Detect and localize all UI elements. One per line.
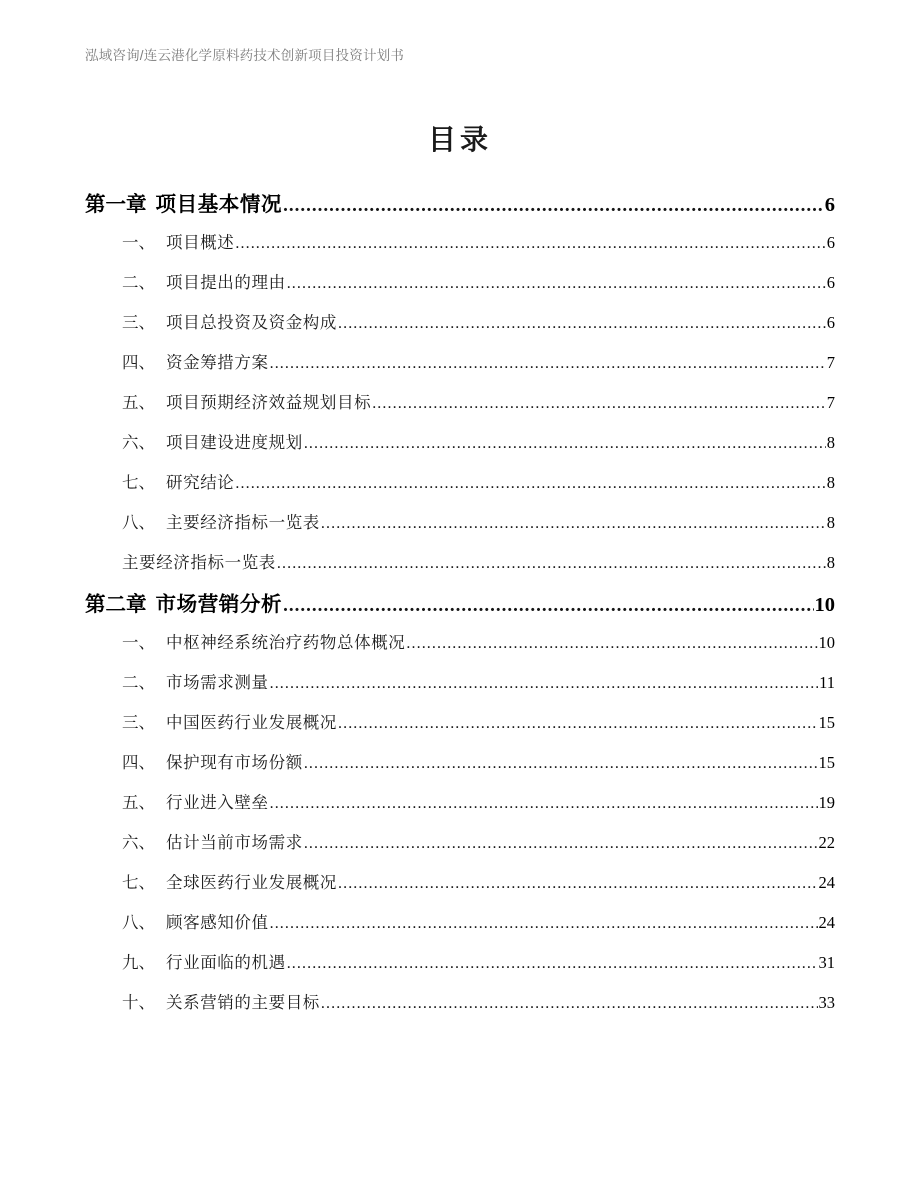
toc-entry-number: 二、 xyxy=(122,673,155,692)
toc-entry-page-number: 15 xyxy=(818,713,835,732)
toc-section-entry[interactable] xyxy=(85,941,835,981)
toc-section-entry[interactable] xyxy=(85,421,835,461)
toc-section-entry[interactable] xyxy=(85,741,835,781)
toc-entry-label: 估计当前市场需求 xyxy=(166,833,303,852)
toc-entry-page-number: 7 xyxy=(826,393,835,412)
toc-section-entry[interactable] xyxy=(85,381,835,421)
toc-dot-leader xyxy=(372,395,826,413)
toc-dot-leader xyxy=(321,515,826,533)
toc-entry-page-number: 8 xyxy=(826,513,835,532)
toc-chapter-entry[interactable] xyxy=(85,581,835,621)
toc-dot-leader xyxy=(304,435,826,453)
toc-entry-page-number: 24 xyxy=(818,913,835,932)
toc-entry-number: 五、 xyxy=(122,793,155,812)
toc-section-entry[interactable] xyxy=(85,701,835,741)
toc-section-entry[interactable] xyxy=(85,301,835,341)
toc-entry-label: 项目提出的理由 xyxy=(166,273,286,292)
table-of-contents xyxy=(85,181,835,1021)
toc-entry-page-number: 8 xyxy=(826,553,835,572)
toc-entry-label: 项目基本情况 xyxy=(155,194,283,216)
toc-entry-page-number: 6 xyxy=(826,313,835,332)
toc-entry-label: 中枢神经系统治疗药物总体概况 xyxy=(166,633,406,652)
toc-section-entry[interactable] xyxy=(85,981,835,1021)
toc-entry-label: 中国医药行业发展概况 xyxy=(166,713,337,732)
toc-dot-leader xyxy=(270,675,819,693)
toc-entry-number: 七、 xyxy=(122,473,155,492)
toc-entry-number: 六、 xyxy=(122,433,155,452)
running-header: 泓域咨询/连云港化学原料药技术创新项目投资计划书 xyxy=(85,48,405,63)
toc-entry-page-number: 24 xyxy=(818,873,835,892)
toc-entry-number: 第一章 xyxy=(85,194,147,216)
toc-dot-leader xyxy=(270,795,818,813)
toc-dot-leader xyxy=(304,755,818,773)
toc-dot-leader xyxy=(270,915,818,933)
toc-entry-number: 八、 xyxy=(122,513,155,532)
toc-entry-label: 市场需求测量 xyxy=(166,673,269,692)
toc-section-entry[interactable] xyxy=(85,221,835,261)
toc-entry-number: 四、 xyxy=(122,753,155,772)
toc-section-entry[interactable] xyxy=(85,461,835,501)
toc-entry-label: 项目预期经济效益规划目标 xyxy=(166,393,372,412)
toc-entry-label: 项目总投资及资金构成 xyxy=(166,313,337,332)
toc-entry-label: 资金筹措方案 xyxy=(166,353,269,372)
toc-entry-label: 项目概述 xyxy=(166,233,235,252)
toc-dot-leader xyxy=(277,555,826,573)
toc-entry-page-number: 8 xyxy=(826,473,835,492)
toc-section-entry[interactable] xyxy=(85,901,835,941)
toc-entry-page-number: 15 xyxy=(818,753,835,772)
toc-dot-leader xyxy=(338,875,818,893)
toc-entry-label: 行业进入壁垒 xyxy=(166,793,269,812)
toc-dot-leader xyxy=(283,195,824,217)
toc-dot-leader xyxy=(283,595,813,617)
toc-entry-label: 主要经济指标一览表 xyxy=(122,553,276,572)
toc-entry-page-number: 31 xyxy=(818,953,835,972)
toc-entry-page-number: 7 xyxy=(826,353,835,372)
toc-entry-page-number: 19 xyxy=(818,793,835,812)
toc-entry-number: 第二章 xyxy=(85,594,147,616)
toc-section-entry[interactable] xyxy=(85,261,835,301)
toc-entry-label: 关系营销的主要目标 xyxy=(166,993,320,1012)
toc-entry-label: 行业面临的机遇 xyxy=(166,953,286,972)
toc-entry-number: 三、 xyxy=(122,713,155,732)
toc-entry-page-number: 11 xyxy=(819,673,835,692)
toc-entry-page-number: 10 xyxy=(818,633,835,652)
toc-dot-leader xyxy=(338,715,818,733)
toc-entry-number: 九、 xyxy=(122,953,155,972)
toc-entry-label: 顾客感知价值 xyxy=(166,913,269,932)
toc-entry-number: 一、 xyxy=(122,633,155,652)
toc-section-entry[interactable] xyxy=(85,621,835,661)
toc-entry-page-number: 22 xyxy=(818,833,835,852)
toc-dot-leader xyxy=(406,635,817,653)
toc-dot-leader xyxy=(304,835,818,853)
toc-entry-label: 研究结论 xyxy=(166,473,235,492)
toc-entry-label: 市场营销分析 xyxy=(155,594,283,616)
toc-section-entry[interactable] xyxy=(85,861,835,901)
toc-entry-number: 八、 xyxy=(122,913,155,932)
toc-section-entry[interactable] xyxy=(85,541,835,581)
toc-dot-leader xyxy=(321,995,818,1013)
toc-entry-label: 保护现有市场份额 xyxy=(166,753,303,772)
toc-dot-leader xyxy=(235,235,825,253)
toc-dot-leader xyxy=(338,315,826,333)
toc-entry-number: 五、 xyxy=(122,393,155,412)
toc-entry-number: 三、 xyxy=(122,313,155,332)
toc-section-entry[interactable] xyxy=(85,341,835,381)
toc-entry-page-number: 6 xyxy=(826,273,835,292)
toc-entry-number: 二、 xyxy=(122,273,155,292)
toc-chapter-entry[interactable] xyxy=(85,181,835,221)
toc-entry-label: 全球医药行业发展概况 xyxy=(166,873,337,892)
toc-entry-number: 四、 xyxy=(122,353,155,372)
toc-entry-page-number: 33 xyxy=(818,993,835,1012)
toc-dot-leader xyxy=(287,275,826,293)
toc-dot-leader xyxy=(287,955,818,973)
toc-entry-page-number: 8 xyxy=(826,433,835,452)
toc-entry-number: 六、 xyxy=(122,833,155,852)
toc-section-entry[interactable] xyxy=(85,821,835,861)
toc-section-entry[interactable] xyxy=(85,781,835,821)
toc-entry-label: 主要经济指标一览表 xyxy=(166,513,320,532)
page-title: 目录 xyxy=(427,125,492,156)
toc-entry-page-number: 10 xyxy=(814,594,835,616)
toc-dot-leader xyxy=(235,475,825,493)
toc-entry-number: 一、 xyxy=(122,233,155,252)
toc-entry-number: 七、 xyxy=(122,873,155,892)
toc-dot-leader xyxy=(270,355,826,373)
toc-section-entry[interactable] xyxy=(85,501,835,541)
toc-entry-page-number: 6 xyxy=(824,194,835,216)
toc-entry-label: 项目建设进度规划 xyxy=(166,433,303,452)
toc-entry-page-number: 6 xyxy=(826,233,835,252)
toc-entry-number: 十、 xyxy=(122,993,155,1012)
toc-section-entry[interactable] xyxy=(85,661,835,701)
